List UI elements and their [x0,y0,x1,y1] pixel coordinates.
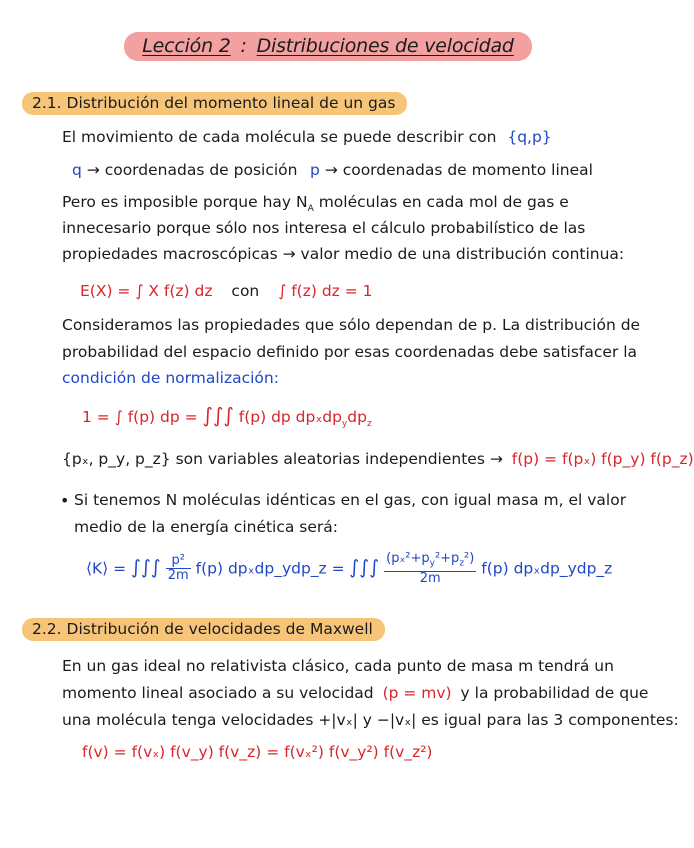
equation-connector: con [231,282,260,300]
bullet-line2: medio de la energía cinética será: [74,518,339,536]
section-heading-2-2: 2.2. Distribución de velocidades de Maxwell [22,618,385,641]
paragraph2-line1: Consideramos las propiedades que sólo dependan de p. La distribución de [62,316,641,334]
q-description: → coordenadas de posición [86,161,298,179]
paragraph1-line1-a: Pero es imposible porque hay N [62,193,308,211]
kinetic-triple-integral-2: ∫∫∫ [349,556,380,579]
paragraph1-line3: propiedades macroscópicas → valor medio de una distribución continua: [62,245,625,263]
kinetic-triple-integral-1: ∫∫∫ [131,556,161,579]
lesson-title-main: Lección 2 [142,35,231,57]
avogadro-subscript: A [307,204,314,215]
paragraph1-line1-b: moléculas en cada mol de gas e [313,193,569,211]
independence-line [62,449,694,469]
normalization-differentials: $dp_xdp_ydp_z$ [290,408,372,430]
paragraph2-line3: condición de normalización: [62,369,279,387]
section2-line2-end: y la probabilidad de que [460,684,649,702]
paragraph1-line2: innecesario porque sólo nos interesa el cálculo probabilístico de las [62,219,586,237]
normalization-equation [82,405,372,434]
paragraph1-line1 [62,192,569,219]
expectation-equation [80,281,373,301]
lesson-title [124,32,532,61]
p-description: → coordenadas de momento lineal [324,161,593,179]
title-row [0,32,656,61]
section2-line2 [62,683,648,703]
bullet-line1: Si tenemos N moléculas idénticas en el gas, con igual masa m, el valor [74,491,627,509]
kinetic-mid: f(p) dpₓdp_ydp_z = [195,559,345,578]
kinetic-fraction-1: $\frac{\text{p²}}{2m}$ [167,553,189,584]
kinetic-right: f(p) dpₓdp_ydp_z [481,559,613,578]
p-symbol: p [310,161,320,179]
lesson-title-subtitle: Distribuciones de velocidad [256,35,514,57]
q-symbol: q [72,161,82,179]
section-heading-2-1: 2.1. Distribución del momento lineal de un gas [22,92,407,115]
intro-line [62,127,552,147]
section2-line2-start: momento lineal asociado a su velocidad [62,684,374,702]
independence-equation: f(p) = f(pₓ) f(p_y) f(p_z) [511,450,694,468]
intro-text: El movimiento de cada molécula se puede describir con [62,128,497,146]
p-definition [310,160,593,180]
kinetic-energy-equation [86,552,612,586]
intro-vars: {q,p} [507,128,552,146]
section2-line3: una molécula tenga velocidades +|vₓ| y −|vₓ| es igual para las 3 componentes: [62,711,679,729]
bullet-marker: • [60,491,70,510]
section2-line1: En un gas ideal no relativista clásico, cada punto de masa m tendrá un [62,657,614,675]
normalization-integral: ∫ f(z) dz = 1 [278,282,373,300]
kinetic-fraction-2: $\frac{(p_x^2+p_y^2+p_z^2)}{2m}$ [386,551,475,586]
q-definition [72,160,297,180]
kinetic-left: ⟨K⟩ = [86,559,127,578]
momentum-relation: (p = mv) [382,684,452,702]
maxwell-equation: f(v) = f(vₓ) f(v_y) f(v_z) = f(vₓ²) f(v_y²) f(v_z²) [82,743,433,761]
expectation-formula: E(X) = ∫ X f(z) dz [80,282,213,300]
lesson-title-separator: : [240,35,247,57]
triple-integral-symbol: ∫∫∫ [202,403,234,427]
independent-vars: {pₓ, p_y, p_z} [62,450,171,468]
independence-text: son variables aleatorias independientes → [175,450,503,468]
normalization-left: 1 = ∫ f(p) dp = [82,408,203,426]
normalization-right: f(p) dp [238,408,291,426]
paragraph2-line2: probabilidad del espacio definido por esas coordenadas debe satisfacer la [62,343,638,361]
